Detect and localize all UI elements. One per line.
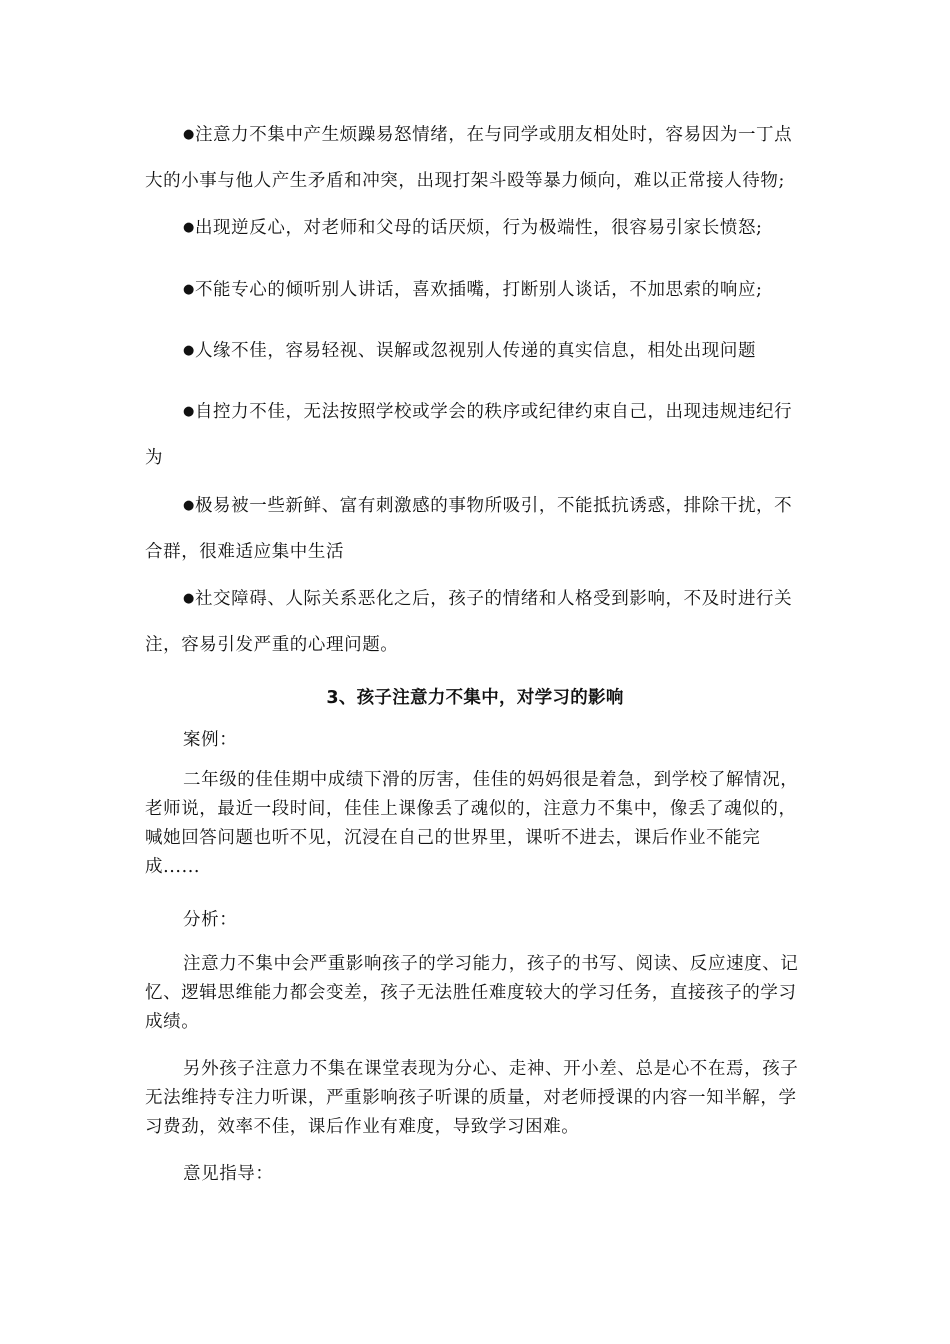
bullet-text-line1: 极易被一些新鲜、富有刺激感的事物所吸引，不能抵抗诱惑，排除干扰，不 (194, 496, 793, 516)
analysis-paragraph-2: 另外孩子注意力不集在课堂表现为分心、走神、开小差、总是心不在焉，孩子无法维持专注力听课，严重影响孩子听课的质量，对老师授课的内容一知半解，学习费劲，效率不佳，课后作业有难度，导致学习困难。 (145, 1059, 799, 1137)
case-label: 案例： (183, 730, 238, 750)
bullet-text-line1: 社交障碍、人际关系恶化之后，孩子的情绪和人格受到影响，不及时进行关 (194, 589, 793, 609)
bullet-dot-icon: ● (183, 498, 195, 513)
bullet-text-line1: 不能专心的倾听别人讲话，喜欢插嘴，打断别人谈话，不加思索的响应; (194, 280, 763, 300)
bullet-text-line1: 人缘不佳，容易轻视、误解或忽视别人传递的真实信息，相处出现问题 (194, 341, 757, 361)
bullet-item (145, 112, 805, 204)
bullet-dot-icon: ● (183, 343, 195, 358)
bullet-text-line1: 注意力不集中产生烦躁易怒情绪，在与同学或朋友相处时，容易因为一丁点 (194, 125, 793, 145)
analysis-paragraph-1: 注意力不集中会严重影响孩子的学习能力，孩子的书写、阅读、反应速度、记忆、逻辑思维能力都会变差，孩子无法胜任难度较大的学习任务，直接孩子的学习成绩。 (145, 954, 799, 1032)
bullet-item (145, 328, 805, 374)
analysis-label: 分析： (183, 910, 238, 930)
bullet-item (145, 205, 805, 251)
bullet-dot-icon: ● (183, 404, 195, 419)
bullet-item (145, 267, 805, 313)
guidance-label: 意见指导： (183, 1164, 274, 1184)
bullet-dot-icon: ● (183, 220, 195, 235)
bullet-text-line1: 自控力不佳，无法按照学校或学会的秩序或纪律约束自己，出现违规违纪行 (194, 402, 793, 422)
bullet-dot-icon: ● (183, 591, 195, 606)
bullet-text-line1: 出现逆反心，对老师和父母的话厌烦，行为极端性，很容易引家长愤怒; (194, 218, 763, 238)
bullet-text-line2: 合群，很难适应集中生活 (145, 542, 345, 562)
bullet-item (145, 389, 805, 481)
bullet-text-line2: 大的小事与他人产生矛盾和冲突，出现打架斗殴等暴力倾向，难以正常接人待物; (145, 171, 785, 191)
bullet-text-line2: 注，容易引发严重的心理问题。 (145, 635, 399, 655)
bullet-dot-icon: ● (183, 282, 195, 297)
bullet-item (145, 483, 805, 575)
bullet-dot-icon: ● (183, 127, 195, 142)
bullet-item (145, 576, 805, 668)
section-heading: 3、孩子注意力不集中，对学习的影响 (326, 688, 624, 708)
bullet-text-line2: 为 (145, 448, 164, 468)
case-paragraph: 二年级的佳佳期中成绩下滑的厉害，佳佳的妈妈很是着急，到学校了解情况，老师说，最近一段时间，佳佳上课像丢了魂似的，注意力不集中，像丢了魂似的，喊她回答问题也听不见，沉浸在自己的世界里，课听不进去，课后作业不能完成...... (145, 770, 799, 877)
